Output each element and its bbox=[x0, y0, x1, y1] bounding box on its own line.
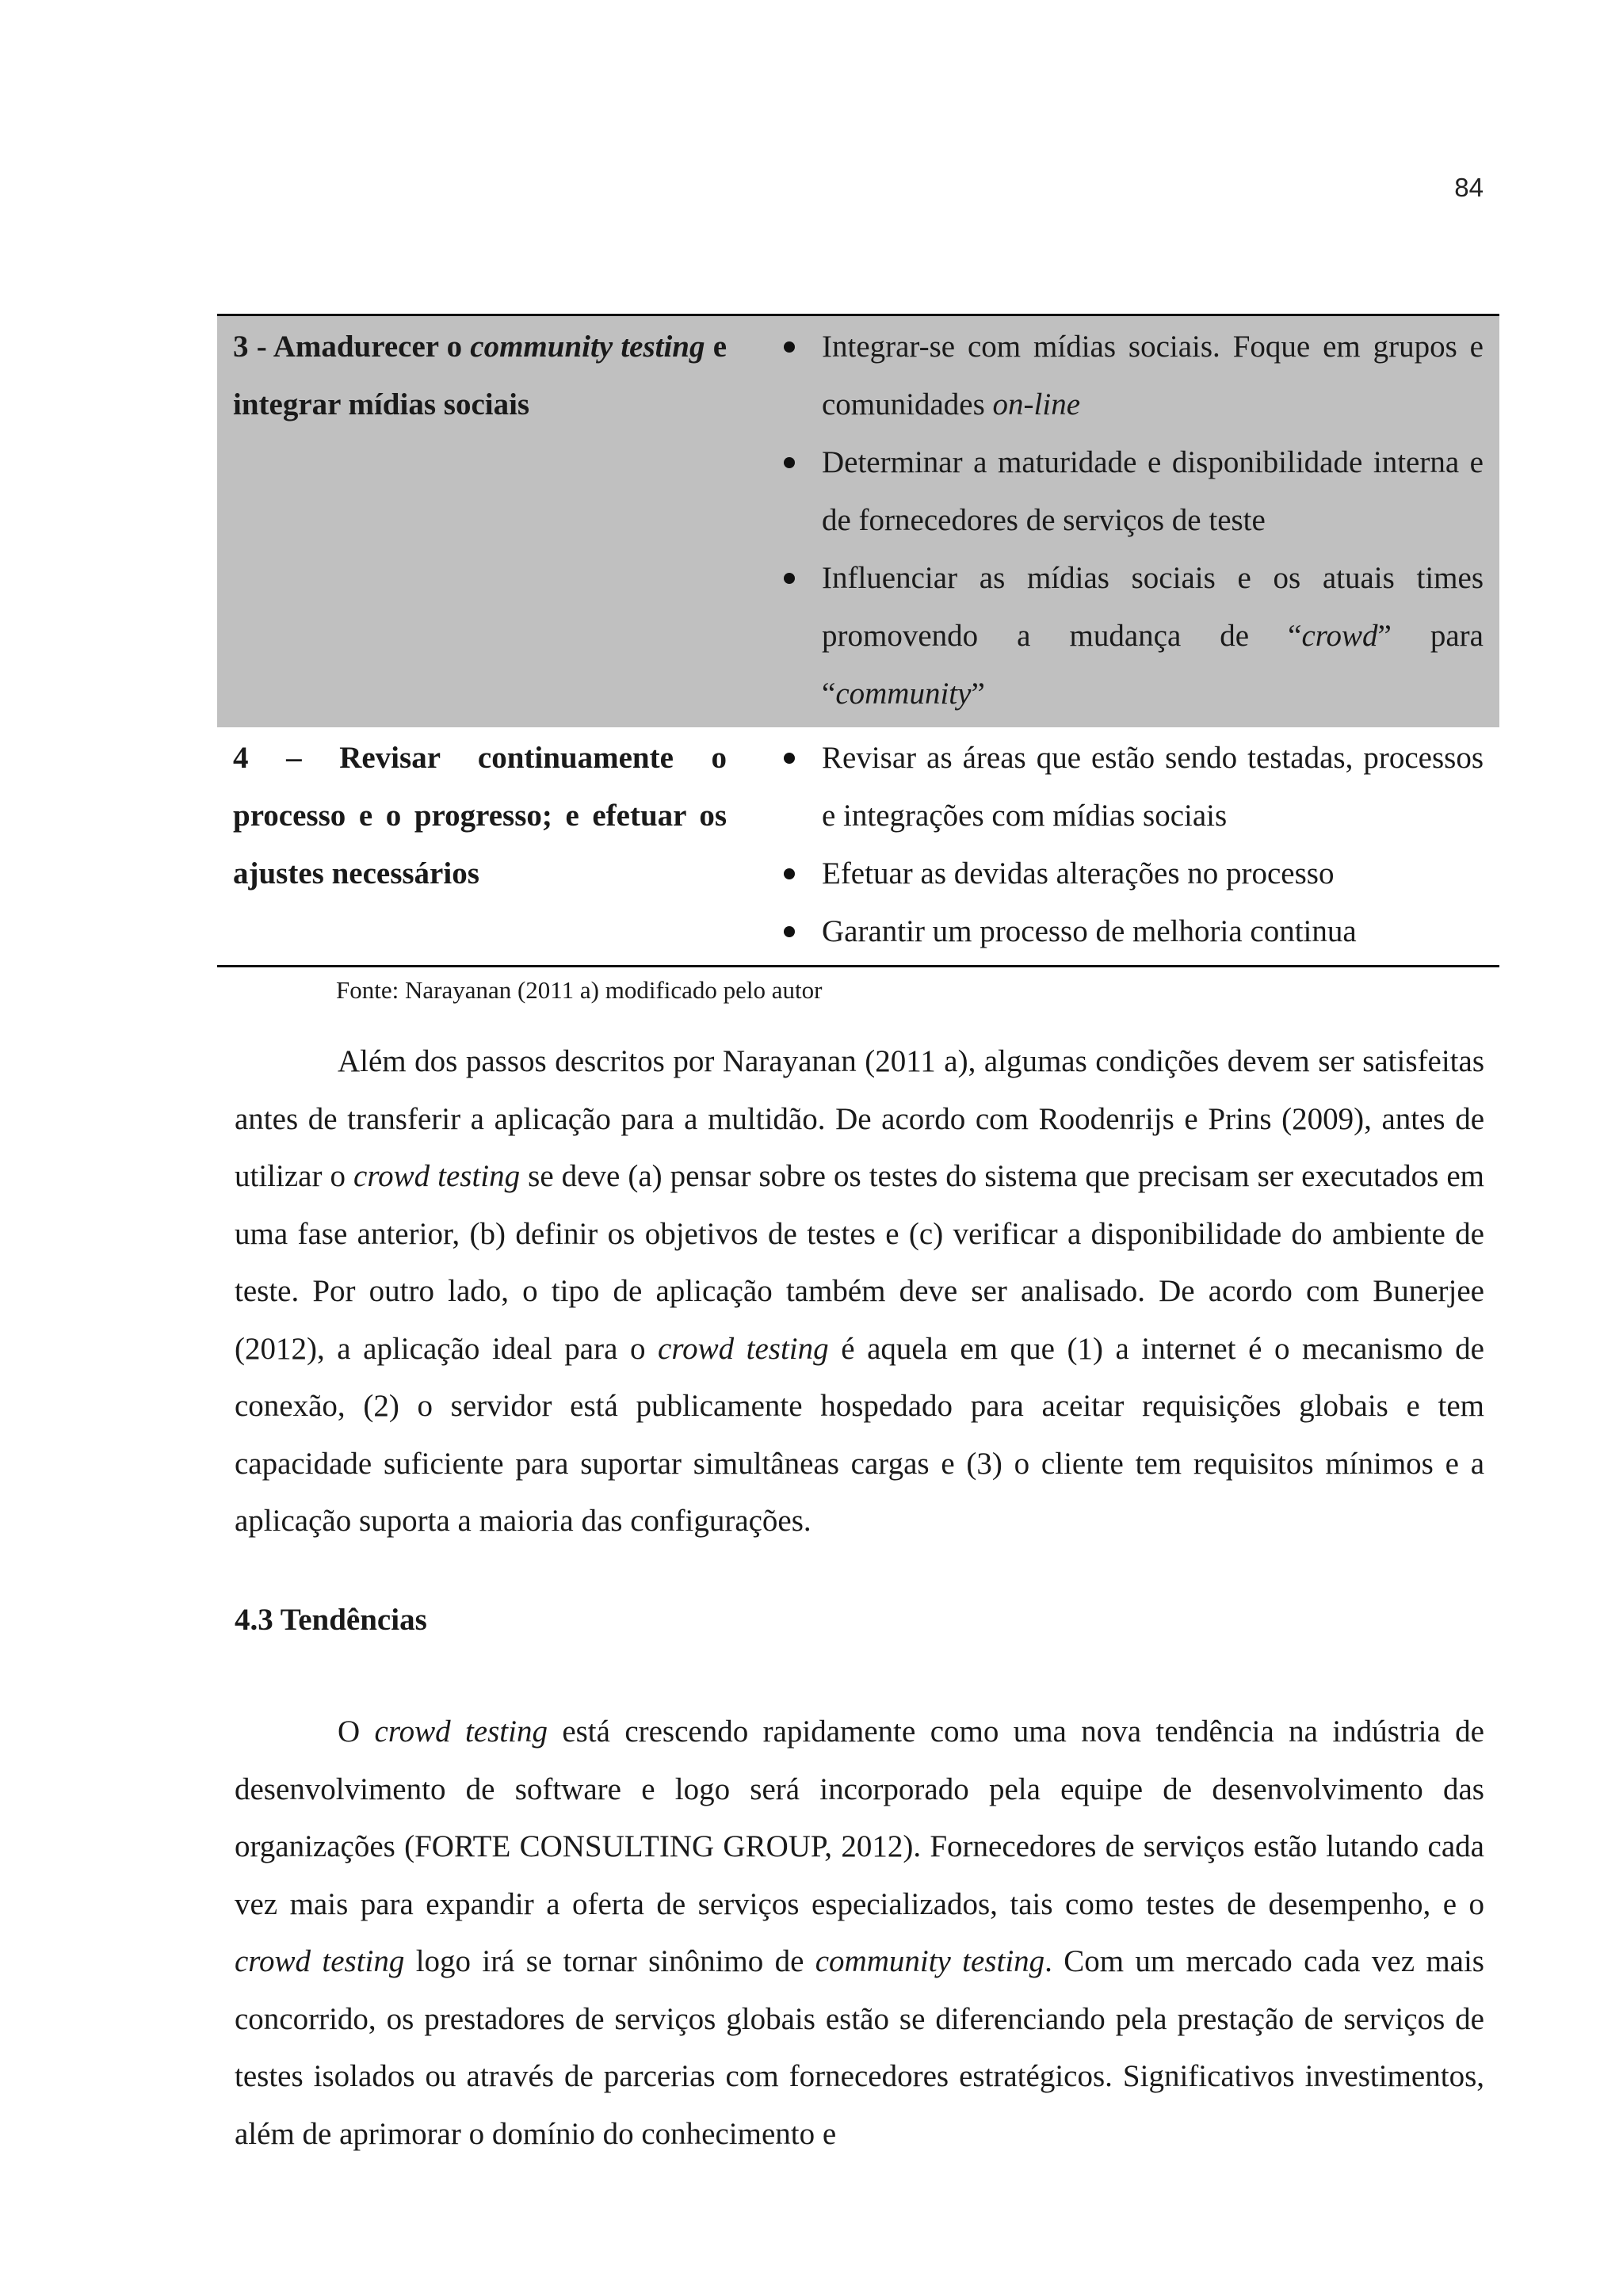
bullet-icon bbox=[784, 341, 795, 353]
list-item: Revisar as áreas que estão sendo testadas, processos e integrações com mídias sociais bbox=[743, 729, 1484, 845]
table-row bbox=[217, 727, 1499, 967]
table-row bbox=[217, 315, 1499, 728]
step-title: 4 – Revisar continuamente o processo e o progresso; e efetuar os ajustes necessários bbox=[217, 727, 743, 967]
step-actions bbox=[743, 315, 1499, 728]
list-item: Influenciar as mídias sociais e os atuais times promovendo a mudança de “crowd” para “community” bbox=[743, 549, 1484, 723]
bullet-icon bbox=[784, 573, 795, 584]
page-number: 84 bbox=[1454, 173, 1484, 202]
table-source: Fonte: Narayanan (2011 a) modificado pelo autor bbox=[336, 976, 823, 1004]
steps-table bbox=[217, 314, 1499, 967]
step-actions bbox=[743, 727, 1499, 967]
section-heading: 4.3 Tendências bbox=[235, 1603, 427, 1637]
list-item: Determinar a maturidade e disponibilidade interna e de fornecedores de serviços de teste bbox=[743, 433, 1484, 549]
step-title: 3 - Amadurecer o community testing e integrar mídias sociais bbox=[217, 315, 743, 728]
list-item: Efetuar as devidas alterações no processo bbox=[743, 845, 1484, 902]
bullet-icon bbox=[784, 753, 795, 764]
bullet-icon bbox=[784, 868, 795, 879]
list-item: Garantir um processo de melhoria continua bbox=[743, 902, 1484, 960]
body-paragraph: Além dos passos descritos por Narayanan (2011 a), algumas condições devem ser satisfeitas antes de transferir a aplicação para a multidão. De acordo com Roodenrijs e Prins (2009), antes de utilizar o crowd testing se deve (a) pensar sobre os testes do sistema que precisam ser executados em uma fase anterior, (b) definir os objetivos de testes e (c) verificar a disponibilidade do ambiente de teste. Por outro lado, o tipo de aplicação também deve ser analisado. De acordo com Bunerjee (2012), a aplicação ideal para o crowd testing é aquela em que (1) a internet é o mecanismo de conexão, (2) o servidor está publicamente hospedado para aceitar requisições globais e tem capacidade suficiente para suportar simultâneas cargas e (3) o cliente tem requisitos mínimos e a aplicação suporta a maioria das configurações. bbox=[235, 1044, 1485, 1538]
bullet-icon bbox=[784, 457, 795, 468]
bullet-icon bbox=[784, 926, 795, 937]
body-paragraph: O crowd testing está crescendo rapidamente como uma nova tendência na indústria de desenvolvimento de software e logo será incorporado pela equipe de desenvolvimento das organizações (FORTE CONSULTING GROUP, 2012). Fornecedores de serviços estão lutando cada vez mais para expandir a oferta de serviços especializados, tais como testes de desempenho, e o crowd testing logo irá se tornar sinônimo de community testing. Com um mercado cada vez mais concorrido, os prestadores de serviços globais estão se diferenciando pela prestação de serviços de testes isolados ou através de parcerias com fornecedores estratégicos. Significativos investimentos, além de aprimorar o domínio do conhecimento e bbox=[235, 1714, 1484, 2151]
list-item: Integrar-se com mídias sociais. Foque em grupos e comunidades on-line bbox=[743, 318, 1484, 433]
